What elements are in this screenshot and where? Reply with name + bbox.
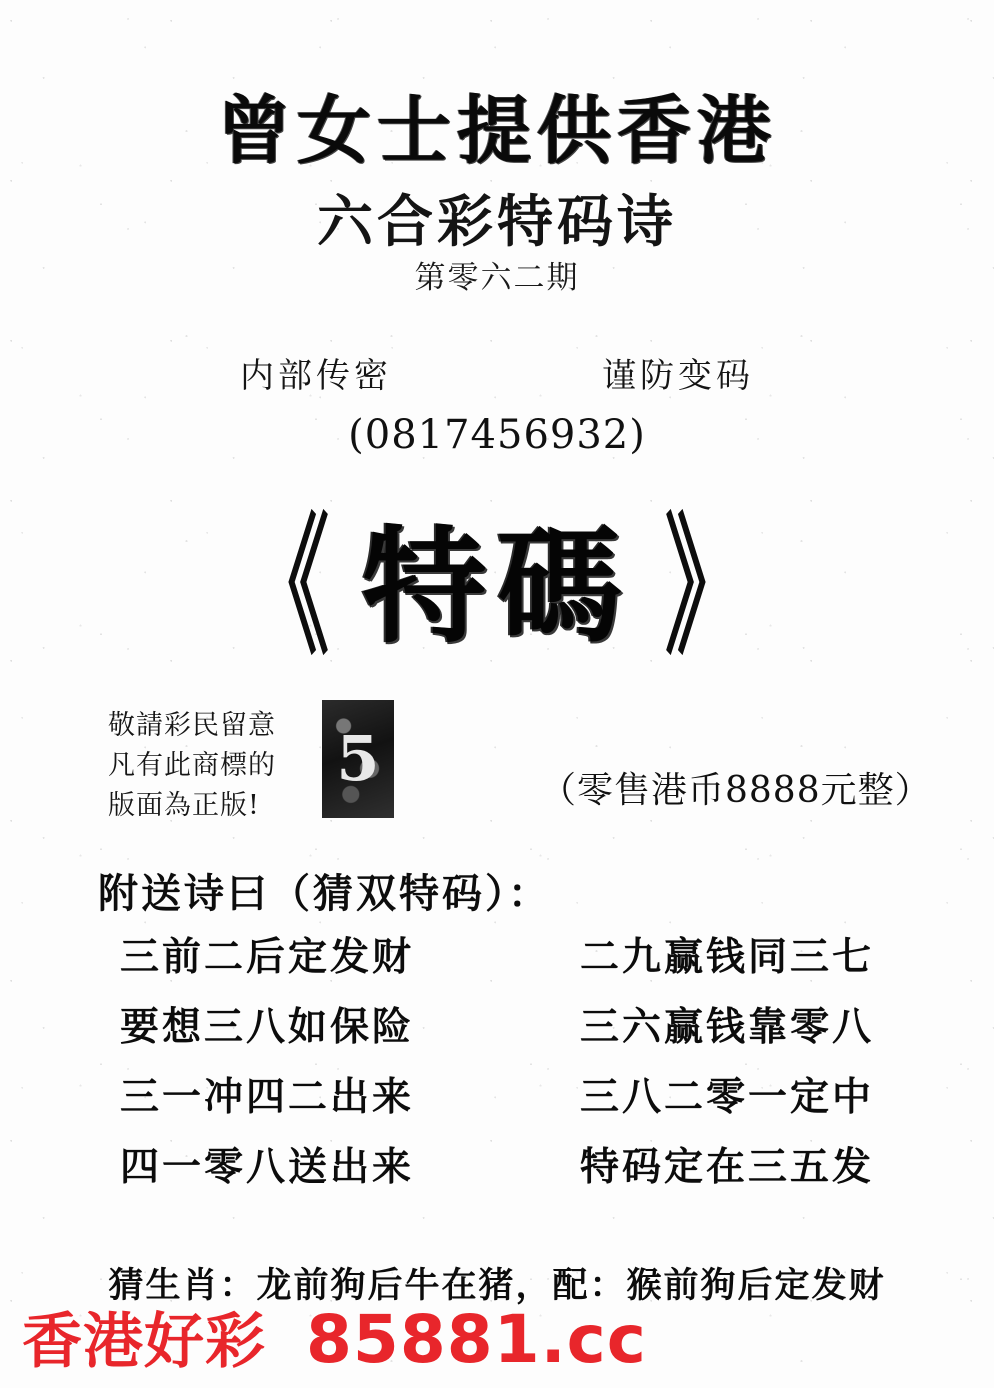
trademark-stamp-icon: 5 — [322, 700, 394, 818]
poem-line: 三一冲四二出来 — [119, 1074, 414, 1120]
footer-site-url: 85881.cc — [306, 1301, 647, 1378]
issue-number: 第零六二期 — [414, 260, 580, 296]
poem-line: 二九赢钱同三七 — [579, 934, 874, 980]
poem-row — [0, 1136, 994, 1192]
special-code-banner — [0, 499, 994, 692]
poem-row — [0, 996, 994, 1052]
page-subtitle: 六合彩特码诗 — [317, 189, 677, 255]
bracket-left-glyph: 《 — [246, 499, 330, 675]
notice-row — [0, 348, 994, 397]
poem-line: 三前二后定发财 — [119, 934, 414, 980]
caution-line-3: 版面為正版! — [108, 790, 260, 821]
caution-line-1: 敬請彩民留意 — [108, 710, 276, 741]
zodiac-guess-line: 猜生肖：龙前狗后牛在猪，配：猴前狗后定发财 — [108, 1265, 886, 1306]
notice-left-text: 内部传密 — [240, 356, 392, 396]
poem-row — [0, 1066, 994, 1122]
poem-line: 特码定在三五发 — [579, 1144, 874, 1190]
notice-right-text: 谨防变码 — [602, 356, 754, 396]
retail-price: （零售港币8888元整） — [540, 770, 932, 811]
poem-heading: 附送诗曰（猜双特码）： — [98, 870, 551, 917]
poem-line: 三六赢钱靠零八 — [579, 1004, 874, 1050]
footer-watermark — [22, 1294, 647, 1380]
poem-row — [0, 926, 994, 982]
bracket-right-glyph: 》 — [664, 499, 748, 675]
poem-line: 四一零八送出来 — [119, 1144, 414, 1190]
poem-grid — [0, 926, 994, 1206]
footer-brand: 香港好彩 — [22, 1307, 266, 1377]
caution-note — [108, 706, 328, 826]
poem-line: 三八二零一定中 — [579, 1074, 874, 1120]
page-title: 曾女士提供香港 — [217, 88, 777, 174]
special-code-label: 特碼 — [362, 514, 632, 660]
serial-number: (0817456932) — [348, 412, 646, 458]
poem-line: 要想三八如保险 — [119, 1004, 414, 1050]
caution-line-2: 凡有此商標的 — [108, 750, 276, 781]
